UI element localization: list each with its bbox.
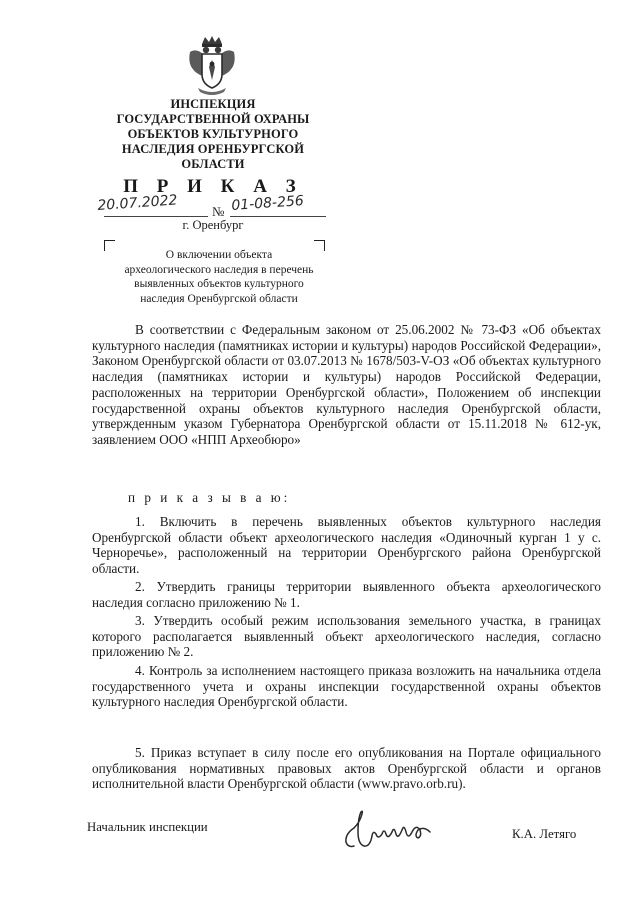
order-date: 20.07.2022 [96, 192, 178, 214]
signer-name: К.А. Летяго [512, 827, 577, 841]
document-type-title: П Р И К А З [123, 176, 303, 197]
org-line: ИНСПЕКЦИЯ [170, 97, 256, 111]
subject-line: археологического наследия в перечень [124, 263, 314, 276]
coat-of-arms-icon [186, 34, 238, 98]
subject-line: выявленных объектов культурного [134, 278, 304, 290]
order-number: 01-08-256 [230, 192, 305, 214]
org-line: ОБЪЕКТОВ КУЛЬТУРНОГО [127, 127, 299, 141]
org-line: ГОСУДАРСТВЕННОЙ ОХРАНЫ [116, 112, 310, 126]
subject-line: наследия Оренбургской области [140, 292, 298, 305]
number-sign: № [212, 204, 225, 219]
handwritten-signature [340, 806, 436, 852]
order-item: 3. Утвердить особый режим использования земельного участка, в границах которого располагается выявленный объект археологического наследия, согласно приложению № 2. [92, 613, 601, 660]
order-item: 5. Приказ вступает в силу после его опубликования на Портале официального опубликования нормативных правовых актов Оренбургской области и органов исполнительной власти Оренбургской области (www.pravo.orb.ru). [92, 745, 601, 792]
date-underline [104, 216, 208, 217]
order-item: 1. Включить в перечень выявленных объектов культурного наследия Оренбургской области объект археологического наследия «Одиночный курган 1 у с. Черноречье», расположенный на территории Оренбургского района Оренбургской области. [92, 514, 601, 577]
preamble-paragraph: В соответствии с Федеральным законом от 25.06.2002 № 73-ФЗ «Об объектах культурного наследия (памятниках истории и культуры) народов Российской Федерации», Законом Оренбургской области от 03.07.2013 № 1678/503-V-ОЗ «Об объектах культурного наследия (памятниках истории и культуры) народов Российской Федерации, расположенных на территории Оренбургской области», Положением об инспекции государственной охраны объектов культурного наследия Оренбургской области, утвержденным указом Губернатора Оренбургской области от 15.11.2018 № 612-ук, заявлением ООО «НПП Археобюро» [92, 322, 601, 447]
signer-position: Начальник инспекции [87, 820, 208, 834]
organization-name [88, 97, 338, 172]
order-item: 4. Контроль за исполнением настоящего приказа возложить на начальника отдела государственного учета и охраны инспекции государственной охраны объектов культурного наследия Оренбургской области. [92, 663, 601, 710]
decree-word: п р и к а з ы в а ю: [128, 490, 291, 505]
city: г. Оренбург [182, 218, 244, 232]
subject-line: О включении объекта [165, 249, 273, 261]
document-subject [96, 248, 342, 306]
org-line: ОБЛАСТИ [181, 157, 245, 171]
number-underline [230, 216, 326, 217]
org-line: НАСЛЕДИЯ ОРЕНБУРГСКОЙ [121, 142, 305, 156]
order-item: 2. Утвердить границы территории выявленного объекта археологического наследия согласно приложению № 1. [92, 579, 601, 610]
